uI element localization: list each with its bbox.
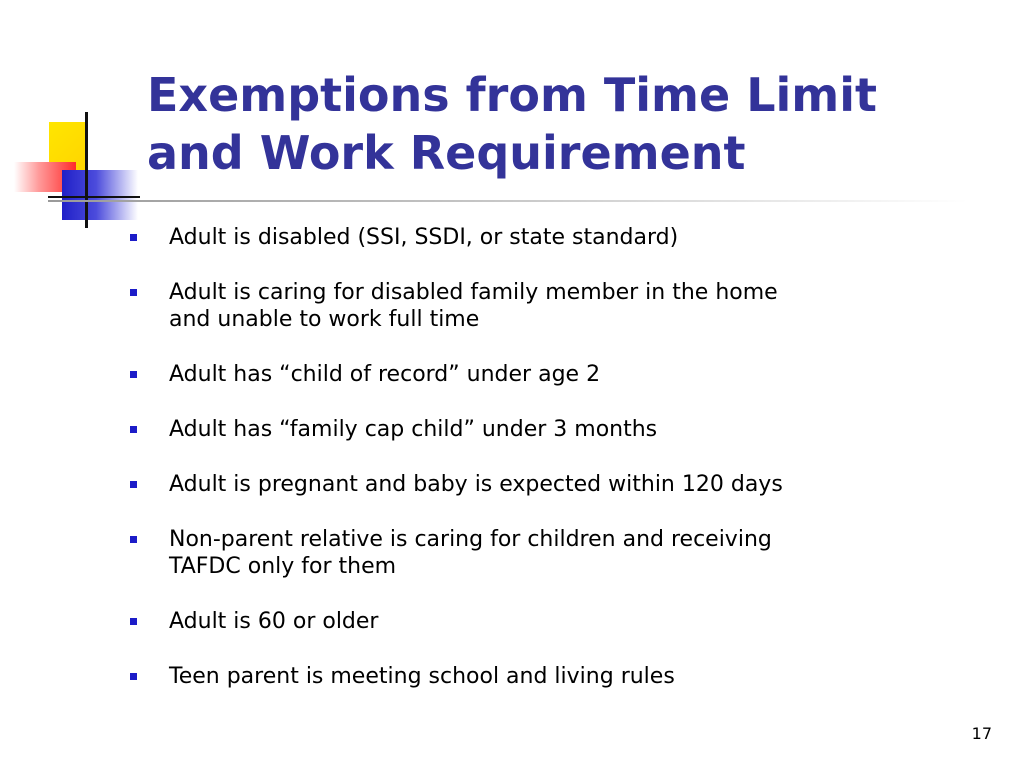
title-line-1: Exemptions from Time Limit: [147, 68, 877, 122]
horizontal-line-decoration: [48, 196, 140, 198]
vertical-line-decoration: [85, 112, 88, 228]
square-bullet-icon: [130, 426, 137, 433]
square-bullet-icon: [130, 673, 137, 680]
bullet-text: Non-parent relative is caring for children and receiving: [169, 527, 772, 552]
bullet-item: [130, 416, 890, 443]
slide-title: [147, 66, 1007, 182]
bullet-item: [130, 526, 890, 580]
bullet-list: [130, 224, 890, 718]
bullet-text-continued: and unable to work full time: [169, 307, 480, 332]
bullet-text: Adult has “child of record” under age 2: [169, 362, 601, 387]
bullet-text: Teen parent is meeting school and living rules: [169, 664, 675, 689]
bullet-item: [130, 471, 890, 498]
bullet-item: [130, 279, 890, 333]
bullet-item: [130, 608, 890, 635]
bullet-text: Adult has “family cap child” under 3 months: [169, 417, 658, 442]
square-bullet-icon: [130, 481, 137, 488]
blue-square-decoration: [62, 170, 138, 220]
bullet-text-continued: TAFDC only for them: [169, 554, 397, 579]
bullet-text: Adult is 60 or older: [169, 609, 379, 634]
title-line-2: and Work Requirement: [147, 126, 746, 180]
square-bullet-icon: [130, 289, 137, 296]
bullet-item: [130, 663, 890, 690]
title-divider: [48, 200, 968, 202]
bullet-text: Adult is pregnant and baby is expected within 120 days: [169, 472, 783, 497]
square-bullet-icon: [130, 234, 137, 241]
bullet-item: [130, 361, 890, 388]
decorative-logo: [0, 0, 140, 240]
square-bullet-icon: [130, 536, 137, 543]
square-bullet-icon: [130, 371, 137, 378]
square-bullet-icon: [130, 618, 137, 625]
page-number: 17: [971, 724, 992, 743]
bullet-text: Adult is disabled (SSI, SSDI, or state standard): [169, 225, 679, 250]
bullet-item: [130, 224, 890, 251]
bullet-text: Adult is caring for disabled family member in the home: [169, 280, 778, 305]
